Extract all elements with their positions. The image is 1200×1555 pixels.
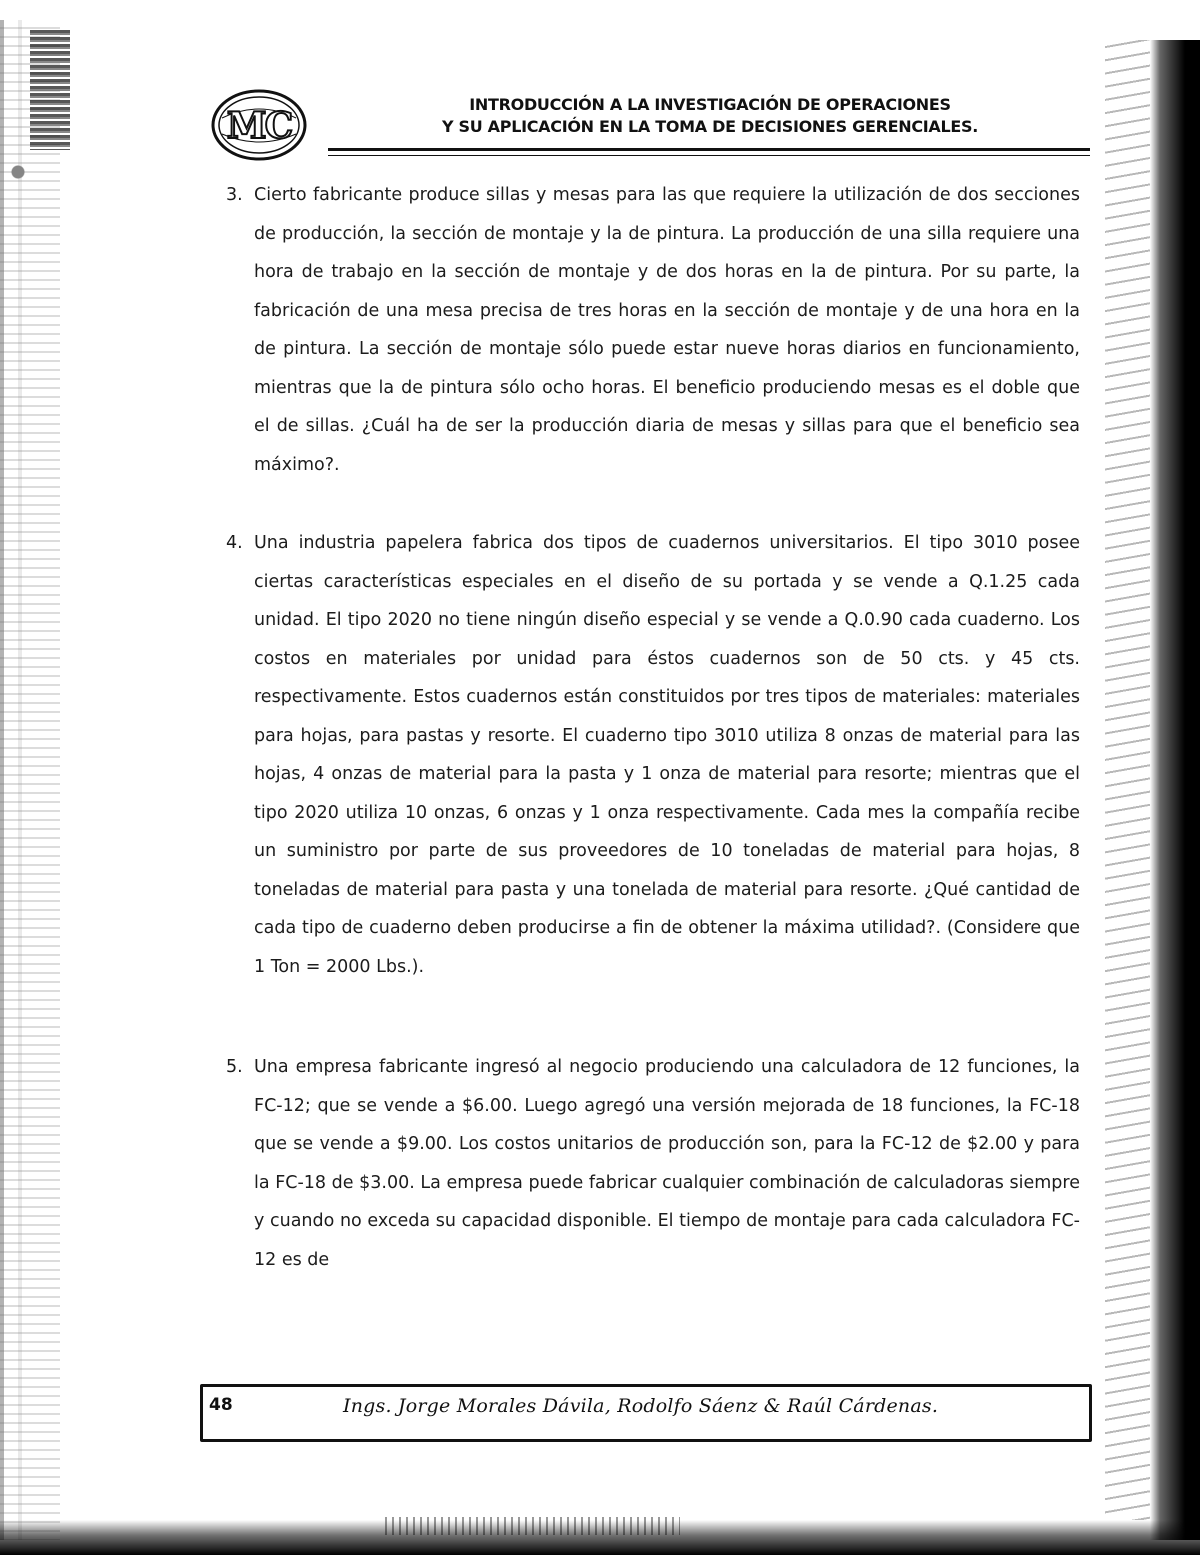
header-titles [330, 94, 1090, 138]
mc-logo-icon [210, 88, 308, 162]
logo-text: MC [226, 105, 292, 147]
problem-number: 5. [226, 1057, 243, 1077]
problem-list [228, 176, 1080, 1279]
page-header [210, 88, 1090, 170]
problem-number: 4. [226, 533, 243, 553]
scan-mark-left-top [30, 30, 70, 150]
problem-text: Cierto fabricante produce sillas y mesas para las que requiere la utilización de dos secciones de producción, la sección de montaje y la de pintura. La producción de una silla requiere una hora de trabajo en la sección de montaje y de dos horas en la de pintura. Por su parte, la fabricación de una mesa precisa de tres horas en la sección de montaje y de una hora en la de pintura. La sección de montaje sólo puede estar nueve horas diarios en funcionamiento, mientras que la de pintura sólo ocho horas. El beneficio produciendo mesas es el doble que el de sillas. ¿Cuál ha de ser la producción diaria de mesas y sillas para que el beneficio sea máximo?. [254, 185, 1080, 475]
header-title-line-1: INTRODUCCIÓN A LA INVESTIGACIÓN DE OPERACIONES [469, 95, 951, 114]
problem-number: 3. [226, 185, 243, 205]
page-number: 48 [209, 1395, 233, 1415]
footer-authors: Ings. Jorge Morales Dávila, Rodolfo Sáenz & Raúl Cárdenas. [343, 1395, 939, 1417]
scan-speckle-bottom [380, 1517, 680, 1535]
problem-item [228, 176, 1080, 484]
problem-text: Una industria papelera fabrica dos tipos de cuadernos universitarios. El tipo 3010 posee ciertas características especiales en el diseño de su portada y se vende a Q.1.25 cada unidad. El tipo 2020 no tiene ningún diseño especial y se vende a Q.0.90 cada cuaderno. Los costos en materiales por unidad para éstos cuadernos son de 50 cts. y 45 cts. respectivamente. Estos cuadernos están constituidos por tres tipos de materiales: materiales para hojas, para pastas y resorte. El cuaderno tipo 3010 utiliza 8 onzas de material para las hojas, 4 onzas de material para la pasta y 1 onza de material para resorte; mientras que el tipo 2020 utiliza 10 onzas, 6 onzas y 1 onza respectivamente. Cada mes la compañía recibe un suministro por parte de sus proveedores de 10 toneladas de material para hojas, 8 toneladas de material para pasta y una tonelada de material para resorte. ¿Qué cantidad de cada tipo de cuaderno deben producirse a fin de obtener la máxima utilidad?. (Considere que 1 Ton = 2000 Lbs.). [254, 533, 1080, 977]
header-rule [328, 148, 1090, 156]
scan-edge-left [0, 20, 60, 1540]
scan-speckle-right [1105, 40, 1150, 1520]
page-footer [200, 1384, 1092, 1442]
problem-item [228, 524, 1080, 986]
problem-text: Una empresa fabricante ingresó al negocio produciendo una calculadora de 12 funciones, la FC-12; que se vende a $6.00. Luego agregó una versión mejorada de 18 funciones, la FC-18 que se vende a $9.00. Los costos unitarios de producción son, para la FC-12 de $2.00 y para la FC-18 de $3.00. La empresa puede fabricar cualquier combinación de calculadoras siempre y cuando no exceda su capacidad disponible. El tiempo de montaje para cada calculadora FC-12 es de [254, 1057, 1080, 1270]
header-title-line-2: Y SU APLICACIÓN EN LA TOMA DE DECISIONES GERENCIALES. [441, 117, 979, 136]
problem-item [228, 1048, 1080, 1279]
